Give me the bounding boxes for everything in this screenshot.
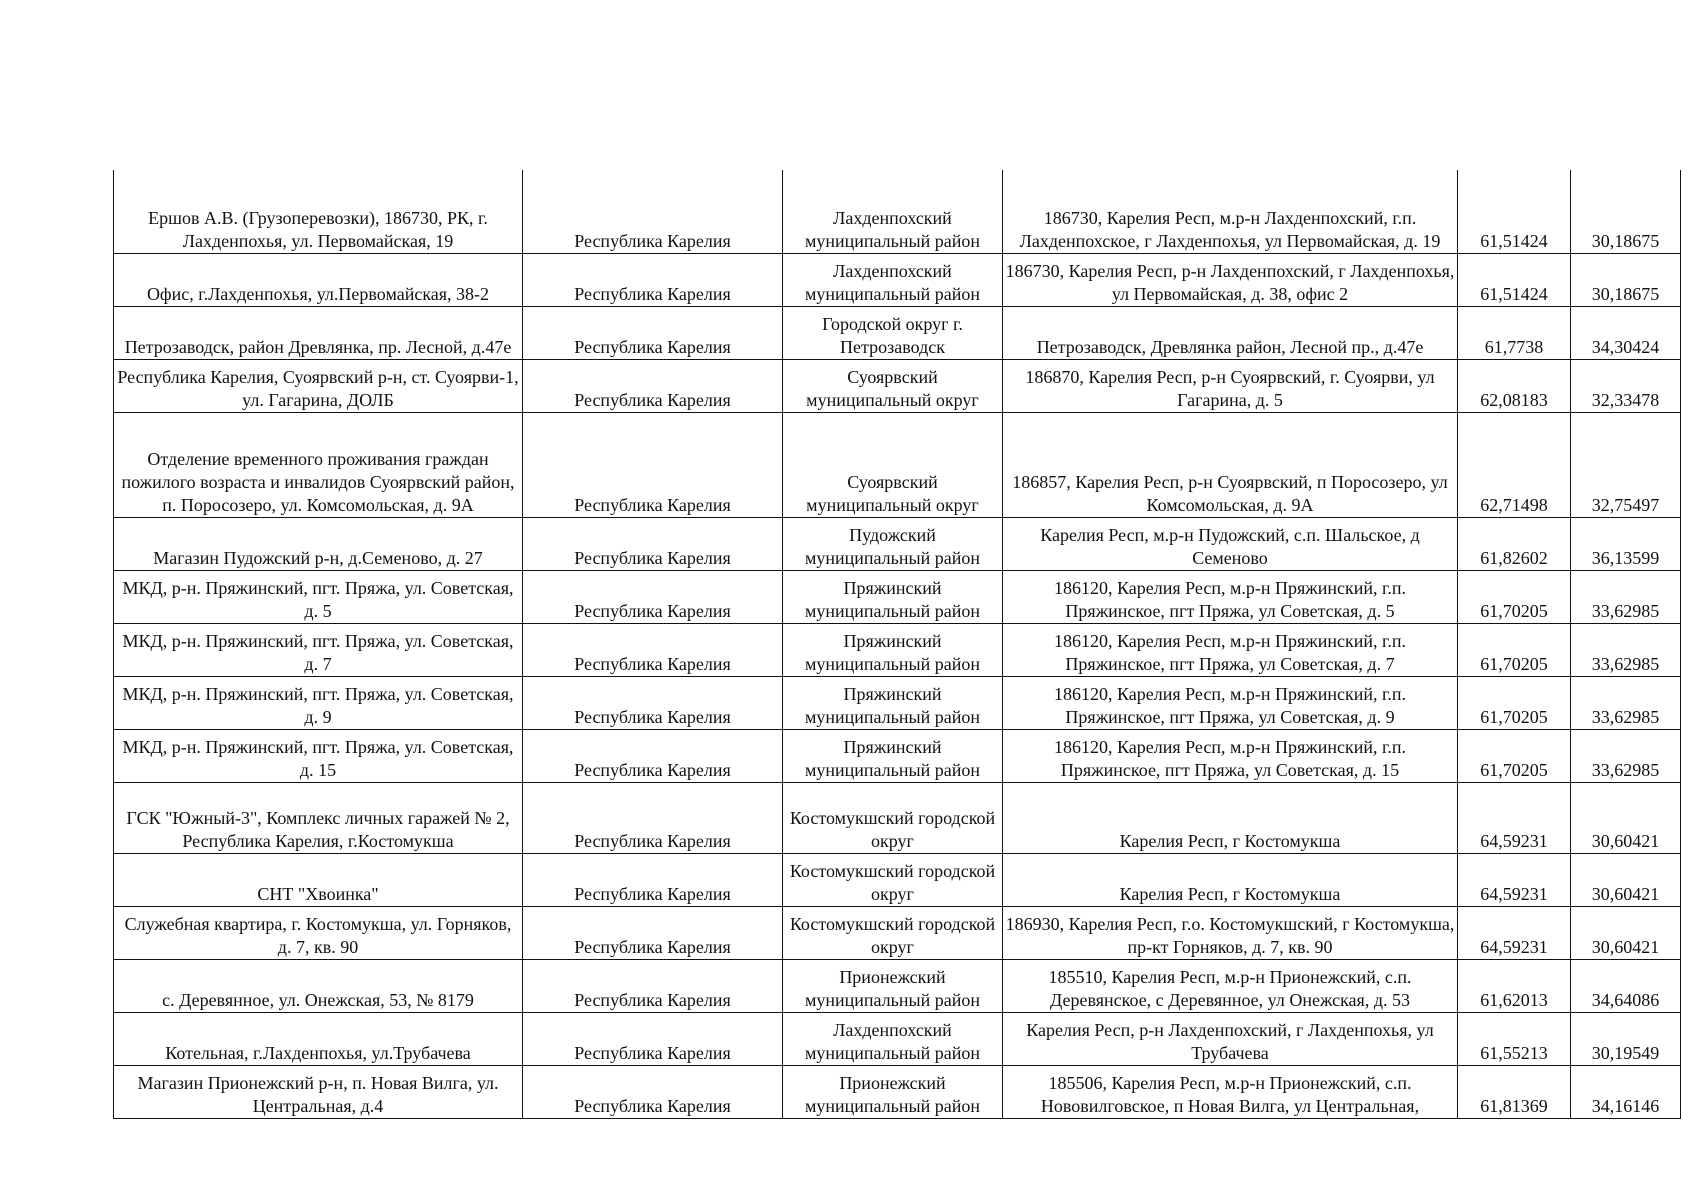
cell-lat: 61,7738 (1458, 306, 1571, 359)
cell-name: Служебная квартира, г. Костомукша, ул. Горняков, д. 7, кв. 90 (114, 906, 523, 959)
table-row (114, 570, 1681, 623)
cell-district: Пудожский муниципальный район (783, 517, 1003, 570)
cell-lon: 30,18675 (1571, 253, 1681, 306)
cell-region: Республика Карелия (523, 782, 783, 853)
cell-region: Республика Карелия (523, 676, 783, 729)
cell-lon: 30,60421 (1571, 906, 1681, 959)
cell-lon: 34,30424 (1571, 306, 1681, 359)
cell-lon: 33,62985 (1571, 623, 1681, 676)
table-row (114, 623, 1681, 676)
cell-lat: 64,59231 (1458, 782, 1571, 853)
cell-lon: 30,18675 (1571, 170, 1681, 253)
cell-district: Костомукшский городской округ (783, 853, 1003, 906)
cell-address: Карелия Респ, р-н Лахденпохский, г Лахденпохья, ул Трубачева (1003, 1012, 1458, 1065)
cell-district: Пряжинский муниципальный район (783, 729, 1003, 782)
cell-address: 186120, Карелия Респ, м.р-н Пряжинский, г.п. Пряжинское, пгт Пряжа, ул Советская, д. 9 (1003, 676, 1458, 729)
table-row (114, 253, 1681, 306)
cell-district: Костомукшский городской округ (783, 782, 1003, 853)
cell-address: Карелия Респ, г Костомукша (1003, 853, 1458, 906)
cell-name: Котельная, г.Лахденпохья, ул.Трубачева (114, 1012, 523, 1065)
cell-region: Республика Карелия (523, 570, 783, 623)
cell-name: МКД, р-н. Пряжинский, пгт. Пряжа, ул. Советская, д. 15 (114, 729, 523, 782)
cell-district: Суоярвский муниципальный округ (783, 412, 1003, 517)
cell-district: Лахденпохский муниципальный район (783, 253, 1003, 306)
cell-lat: 61,70205 (1458, 623, 1571, 676)
cell-address: 185510, Карелия Респ, м.р-н Прионежский, с.п. Деревянское, с Деревянное, ул Онежская, д. 53 (1003, 959, 1458, 1012)
cell-address: Петрозаводск, Древлянка район, Лесной пр., д.47е (1003, 306, 1458, 359)
cell-lon: 30,60421 (1571, 853, 1681, 906)
table-row (114, 1065, 1681, 1118)
cell-district: Пряжинский муниципальный район (783, 676, 1003, 729)
cell-region: Республика Карелия (523, 170, 783, 253)
cell-district: Лахденпохский муниципальный район (783, 1012, 1003, 1065)
cell-lon: 30,60421 (1571, 782, 1681, 853)
cell-lon: 32,75497 (1571, 412, 1681, 517)
cell-name: Петрозаводск, район Древлянка, пр. Лесной, д.47е (114, 306, 523, 359)
cell-region: Республика Карелия (523, 906, 783, 959)
cell-lat: 61,70205 (1458, 676, 1571, 729)
cell-lon: 34,16146 (1571, 1065, 1681, 1118)
cell-lat: 61,82602 (1458, 517, 1571, 570)
cell-region: Республика Карелия (523, 853, 783, 906)
cell-district: Костомукшский городской округ (783, 906, 1003, 959)
table-row (114, 782, 1681, 853)
cell-district: Суоярвский муниципальный округ (783, 359, 1003, 412)
cell-address: 186730, Карелия Респ, м.р-н Лахденпохский, г.п. Лахденпохское, г Лахденпохья, ул Первомайская, д. 19 (1003, 170, 1458, 253)
table-row (114, 729, 1681, 782)
cell-district: Лахденпохский муниципальный район (783, 170, 1003, 253)
cell-name: с. Деревянное, ул. Онежская, 53, № 8179 (114, 959, 523, 1012)
cell-district: Городской округ г. Петрозаводск (783, 306, 1003, 359)
cell-lat: 64,59231 (1458, 906, 1571, 959)
cell-address: Карелия Респ, г Костомукша (1003, 782, 1458, 853)
locations-table (113, 170, 1681, 1119)
table-row (114, 853, 1681, 906)
cell-lat: 61,51424 (1458, 170, 1571, 253)
cell-lon: 32,33478 (1571, 359, 1681, 412)
table-row (114, 359, 1681, 412)
cell-lat: 61,55213 (1458, 1012, 1571, 1065)
cell-name: Офис, г.Лахденпохья, ул.Первомайская, 38-2 (114, 253, 523, 306)
table-body (114, 170, 1681, 1118)
table-row (114, 959, 1681, 1012)
cell-lat: 61,81369 (1458, 1065, 1571, 1118)
cell-lon: 36,13599 (1571, 517, 1681, 570)
cell-lat: 62,71498 (1458, 412, 1571, 517)
cell-name: Республика Карелия, Суоярвский р-н, ст. Суоярви-1, ул. Гагарина, ДОЛБ (114, 359, 523, 412)
cell-region: Республика Карелия (523, 623, 783, 676)
cell-region: Республика Карелия (523, 517, 783, 570)
cell-district: Пряжинский муниципальный район (783, 623, 1003, 676)
cell-name: МКД, р-н. Пряжинский, пгт. Пряжа, ул. Советская, д. 5 (114, 570, 523, 623)
cell-lat: 61,51424 (1458, 253, 1571, 306)
cell-lat: 61,62013 (1458, 959, 1571, 1012)
table-row (114, 412, 1681, 517)
cell-address: 186857, Карелия Респ, р-н Суоярвский, п Поросозеро, ул Комсомольская, д. 9А (1003, 412, 1458, 517)
cell-region: Республика Карелия (523, 306, 783, 359)
cell-lon: 34,64086 (1571, 959, 1681, 1012)
cell-address: 186120, Карелия Респ, м.р-н Пряжинский, г.п. Пряжинское, пгт Пряжа, ул Советская, д. 15 (1003, 729, 1458, 782)
cell-address: 186120, Карелия Респ, м.р-н Пряжинский, г.п. Пряжинское, пгт Пряжа, ул Советская, д. 7 (1003, 623, 1458, 676)
cell-name: Отделение временного проживания граждан пожилого возраста и инвалидов Суоярвский район, п. Поросозеро, ул. Комсомольская, д. 9А (114, 412, 523, 517)
cell-address: Карелия Респ, м.р-н Пудожский, с.п. Шальское, д Семеново (1003, 517, 1458, 570)
cell-region: Республика Карелия (523, 959, 783, 1012)
table-row (114, 906, 1681, 959)
table-row (114, 676, 1681, 729)
cell-lon: 33,62985 (1571, 676, 1681, 729)
cell-name: МКД, р-н. Пряжинский, пгт. Пряжа, ул. Советская, д. 7 (114, 623, 523, 676)
cell-address: 186930, Карелия Респ, г.о. Костомукшский, г Костомукша, пр-кт Горняков, д. 7, кв. 90 (1003, 906, 1458, 959)
cell-lon: 30,19549 (1571, 1012, 1681, 1065)
cell-name: СНТ "Хвоинка" (114, 853, 523, 906)
cell-region: Республика Карелия (523, 1065, 783, 1118)
cell-region: Республика Карелия (523, 359, 783, 412)
cell-lat: 61,70205 (1458, 729, 1571, 782)
cell-lon: 33,62985 (1571, 729, 1681, 782)
cell-lat: 62,08183 (1458, 359, 1571, 412)
cell-district: Прионежский муниципальный район (783, 959, 1003, 1012)
table-row (114, 306, 1681, 359)
cell-name: Ершов А.В. (Грузоперевозки), 186730, РК, г. Лахденпохья, ул. Первомайская, 19 (114, 170, 523, 253)
cell-lat: 64,59231 (1458, 853, 1571, 906)
cell-name: МКД, р-н. Пряжинский, пгт. Пряжа, ул. Советская, д. 9 (114, 676, 523, 729)
cell-address: 186730, Карелия Респ, р-н Лахденпохский, г Лахденпохья, ул Первомайская, д. 38, офис 2 (1003, 253, 1458, 306)
cell-name: Магазин Пудожский р-н, д.Семеново, д. 27 (114, 517, 523, 570)
cell-region: Республика Карелия (523, 1012, 783, 1065)
table-row (114, 1012, 1681, 1065)
cell-address: 186120, Карелия Респ, м.р-н Пряжинский, г.п. Пряжинское, пгт Пряжа, ул Советская, д. 5 (1003, 570, 1458, 623)
cell-address: 185506, Карелия Респ, м.р-н Прионежский, с.п. Нововилговское, п Новая Вилга, ул Центральная, (1003, 1065, 1458, 1118)
table-row (114, 517, 1681, 570)
cell-name: ГСК "Южный-3", Комплекс личных гаражей № 2, Республика Карелия, г.Костомукша (114, 782, 523, 853)
table-row (114, 170, 1681, 253)
cell-address: 186870, Карелия Респ, р-н Суоярвский, г. Суоярви, ул Гагарина, д. 5 (1003, 359, 1458, 412)
cell-district: Пряжинский муниципальный район (783, 570, 1003, 623)
cell-lat: 61,70205 (1458, 570, 1571, 623)
cell-district: Прионежский муниципальный район (783, 1065, 1003, 1118)
cell-region: Республика Карелия (523, 729, 783, 782)
cell-name: Магазин Прионежский р-н, п. Новая Вилга, ул. Центральная, д.4 (114, 1065, 523, 1118)
cell-region: Республика Карелия (523, 412, 783, 517)
cell-lon: 33,62985 (1571, 570, 1681, 623)
cell-region: Республика Карелия (523, 253, 783, 306)
